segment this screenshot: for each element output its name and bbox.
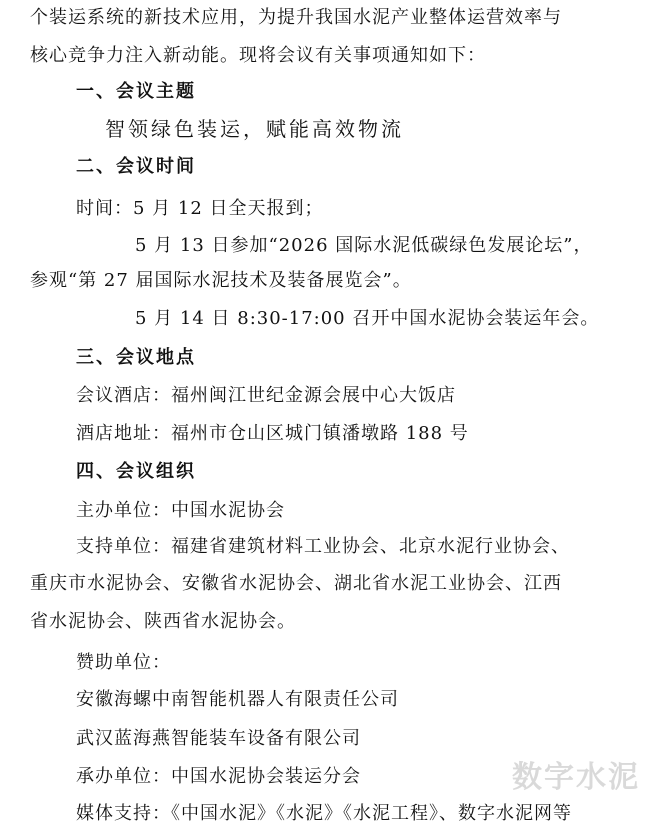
host-line: 主办单位：中国水泥协会: [76, 500, 285, 521]
meeting-theme: 智领绿色装运，赋能高效物流: [105, 117, 404, 141]
section-1-heading: 一、会议主题: [76, 81, 196, 102]
sponsor-label: 赞助单位：: [76, 652, 171, 673]
intro-line-1: 个装运系统的新技术应用，为提升我国水泥产业整体运营效率与: [30, 7, 562, 28]
support-line-1: 支持单位：福建省建筑材料工业协会、北京水泥行业协会、: [76, 536, 570, 557]
time-line-1: 时间：5 月 12 日全天报到；: [76, 198, 324, 219]
sponsor-1: 安徽海螺中南智能机器人有限责任公司: [76, 689, 399, 710]
time-line-4: 5 月 14 日 8:30-17:00 召开中国水泥协会装运年会。: [135, 308, 600, 329]
hotel-line: 会议酒店：福州闽江世纪金源会展中心大饭店: [76, 385, 456, 406]
section-2-heading: 二、会议时间: [76, 156, 196, 177]
media-line: 媒体支持：《中国水泥》《水泥》《水泥工程》、数字水泥网等: [76, 803, 572, 824]
time-line-3: 参观“第 27 届国际水泥技术及装备展览会”。: [30, 270, 412, 291]
time-line-2: 5 月 13 日参加“2026 国际水泥低碳绿色发展论坛”，: [135, 235, 593, 256]
intro-line-2: 核心竞争力注入新动能。现将会议有关事项通知如下：: [30, 45, 486, 66]
watermark: 数字水泥: [512, 760, 640, 795]
section-4-heading: 四、会议组织: [76, 461, 196, 482]
support-line-3: 省水泥协会、陕西省水泥协会。: [30, 611, 296, 632]
support-line-2: 重庆市水泥协会、安徽省水泥协会、湖北省水泥工业协会、江西: [30, 573, 562, 594]
section-3-heading: 三、会议地点: [76, 347, 196, 368]
organizer-line: 承办单位：中国水泥协会装运分会: [76, 766, 361, 787]
sponsor-2: 武汉蓝海燕智能装车设备有限公司: [76, 728, 361, 749]
address-line: 酒店地址：福州市仓山区城门镇潘墩路 188 号: [76, 423, 469, 444]
